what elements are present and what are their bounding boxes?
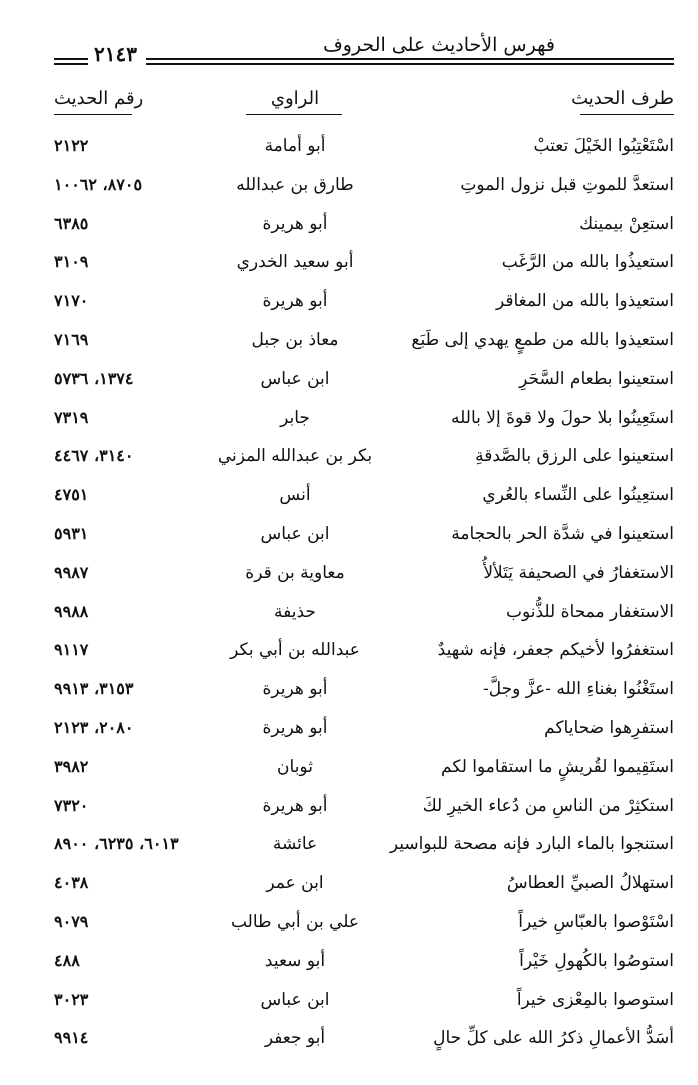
hadith-text: استكثِرْ من الناسِ من دُعاء الخيرِ لكَ: [422, 795, 674, 816]
index-entry: [0, 751, 698, 790]
narrator: ابن عباس: [260, 523, 330, 544]
index-entry: [0, 246, 698, 285]
hadith-number: ٦٣٨٥: [54, 213, 89, 233]
hadith-text: استَعِينُوا بلا حولَ ولا قوةَ إلا بالله: [451, 407, 674, 428]
hadith-number: ٩٩٨٨: [54, 601, 89, 621]
hadith-text: استعينوا على الرزق بالصَّدقةِ: [475, 446, 674, 467]
narrator: ابن عمر: [266, 873, 324, 894]
narrator: عبدالله بن أبي بكر: [230, 640, 360, 661]
hadith-number: ٣١٤٠، ٤٤٦٧: [54, 446, 134, 466]
hadith-number: ٥٩٣١: [54, 523, 89, 543]
header-rule: [146, 58, 674, 60]
index-entry: [0, 324, 698, 363]
index-entry: [0, 208, 698, 247]
heading-underline: [246, 114, 342, 115]
index-entry: [0, 596, 698, 635]
heading-underline: [580, 114, 674, 115]
narrator: بكر بن عبدالله المزني: [217, 446, 373, 467]
index-entry: [0, 518, 698, 557]
hadith-number: ٧١٦٩: [54, 329, 89, 349]
index-entry: [0, 440, 698, 479]
hadith-number: ٢٠٨٠، ٢١٢٣: [54, 717, 134, 737]
hadith-text: استعيذوا بالله من المغاقر: [496, 291, 674, 312]
index-entry: [0, 634, 698, 673]
hadith-text: اسْتَعْتِبُوا الخَيْلَ تعتبْ: [533, 136, 674, 156]
narrator: أبو سعيد: [264, 950, 326, 971]
running-header: [54, 28, 674, 76]
index-entry: [0, 867, 698, 906]
narrator: أبو هريرة: [262, 291, 328, 312]
narrator: جابر: [280, 407, 310, 428]
hadith-text: استَغْنُوا بغناءِ الله -عزَّ وجلَّ-: [482, 679, 674, 700]
hadith-number: ٤٨٨: [54, 950, 80, 970]
narrator: أبو أمامة: [264, 136, 326, 156]
header-title: فهرس الأحاديث على الحروف: [323, 34, 555, 56]
hadith-number: ٩٠٧٩: [54, 911, 89, 931]
hadith-number: ٤٠٣٨: [54, 873, 89, 893]
index-entry: [0, 363, 698, 402]
hadith-text: استفرِهوا ضحاياكم: [544, 717, 674, 738]
index-entry: [0, 712, 698, 751]
index-entry: [0, 1022, 698, 1061]
hadith-text: استوصوا بالمِعْزى خيراً: [516, 989, 674, 1010]
index-entry: [0, 673, 698, 712]
hadith-number: ٧٣١٩: [54, 407, 89, 427]
hadith-number: ٣٩٨٢: [54, 756, 89, 776]
column-heading-tarf: طرف الحديث: [571, 88, 674, 109]
hadith-number: ٣١٥٣، ٩٩١٣: [54, 679, 134, 699]
heading-underline: [54, 114, 132, 115]
page-number: ٢١٤٣: [94, 42, 137, 66]
narrator: أبو هريرة: [262, 795, 328, 816]
hadith-text: استعيذوا بالله من طمعٍ يهدي إلى طَبَع: [411, 329, 674, 350]
narrator: أبو هريرة: [262, 679, 328, 700]
narrator: عائشة: [272, 834, 318, 855]
narrator: معاوية بن قرة: [245, 562, 345, 583]
hadith-number: ٧٣٢٠: [54, 795, 89, 815]
hadith-number: ١٣٧٤، ٥٧٣٦: [54, 368, 134, 388]
narrator: ثوبان: [277, 756, 313, 777]
index-entry: [0, 285, 698, 324]
hadith-text: استهلالُ الصبيِّ العطاسُ: [506, 873, 674, 894]
hadith-text: استعيذُوا بالله من الرَّغَب: [501, 252, 674, 273]
index-entry: [0, 557, 698, 596]
index-entry: [0, 828, 698, 867]
narrator: طارق بن عبدالله: [236, 174, 354, 195]
hadith-text: استعِنْ بيمينك: [579, 213, 674, 234]
hadith-number: ٨٧٠٥، ١٠٠٦٢: [54, 174, 143, 194]
hadith-number: ٣٠٢٣: [54, 989, 89, 1009]
hadith-text: الاستغفار ممحاة للذُّنوب: [505, 601, 674, 622]
column-heading-number: رقم الحديث: [54, 88, 144, 109]
hadith-text: استغفرُوا لأخيكم جعفر، فإنه شهيدٌ: [437, 640, 674, 661]
narrator: ابن عباس: [260, 368, 330, 389]
hadith-text: استعينوا في شدَّة الحر بالحجامة: [451, 523, 674, 544]
hadith-text: أسَدُّ الأعمالِ ذكرُ الله على كلِّ حالٍ: [433, 1028, 674, 1049]
hadith-text: استوصُوا بالكُهولِ خَيْراً: [519, 950, 674, 971]
narrator: أنس: [279, 485, 311, 506]
narrator: ابن عباس: [260, 989, 330, 1010]
narrator: أبو هريرة: [262, 213, 328, 234]
hadith-number: ٩٩١٤: [54, 1028, 89, 1048]
narrator: أبو سعيد الخدري: [236, 252, 354, 273]
hadith-number: ٩١١٧: [54, 640, 89, 660]
narrator: أبو هريرة: [262, 717, 328, 738]
hadith-number: ٧١٧٠: [54, 291, 89, 311]
hadith-index-list: [0, 130, 698, 1061]
index-entry: [0, 169, 698, 208]
index-entry: [0, 945, 698, 984]
hadith-number: ٢١٢٢: [54, 136, 89, 155]
column-heading-rawi: الراوي: [270, 88, 320, 109]
hadith-text: استعِينُوا على النِّساء بالعُري: [482, 485, 674, 506]
hadith-text: استَقِيموا لقُريشٍ ما استقاموا لكم: [441, 756, 674, 777]
hadith-text: استعدَّ للموتِ قبل نزول الموتِ: [460, 174, 674, 195]
index-entry: [0, 906, 698, 945]
hadith-number: ٦٠١٣، ٦٢٣٥، ٨٩٠٠: [54, 834, 179, 854]
header-rule: [54, 63, 88, 65]
hadith-text: الاستغفارُ في الصحيفة يَتَلألأُ: [483, 562, 674, 583]
hadith-text: استنجوا بالماء البارد فإنه مصحة للبواسير: [389, 834, 674, 855]
index-entry: [0, 984, 698, 1023]
index-entry: [0, 130, 698, 169]
hadith-text: استعينوا بطعام السَّحَرِ: [519, 368, 674, 389]
index-entry: [0, 790, 698, 829]
narrator: معاذ بن جبل: [251, 329, 339, 350]
hadith-number: ٩٩٨٧: [54, 562, 89, 582]
narrator: علي بن أبي طالب: [230, 911, 360, 932]
narrator: أبو جعفر: [264, 1028, 326, 1049]
index-entry: [0, 402, 698, 441]
header-rule: [54, 58, 88, 60]
header-rule: [146, 63, 674, 65]
hadith-number: ٤٧٥١: [54, 485, 89, 505]
narrator: حذيفة: [274, 601, 316, 622]
index-entry: [0, 479, 698, 518]
hadith-number: ٣١٠٩: [54, 252, 89, 272]
column-headings: [0, 88, 698, 122]
hadith-text: اسْتَوْصوا بالعبّاسِ خيراً: [518, 911, 674, 932]
